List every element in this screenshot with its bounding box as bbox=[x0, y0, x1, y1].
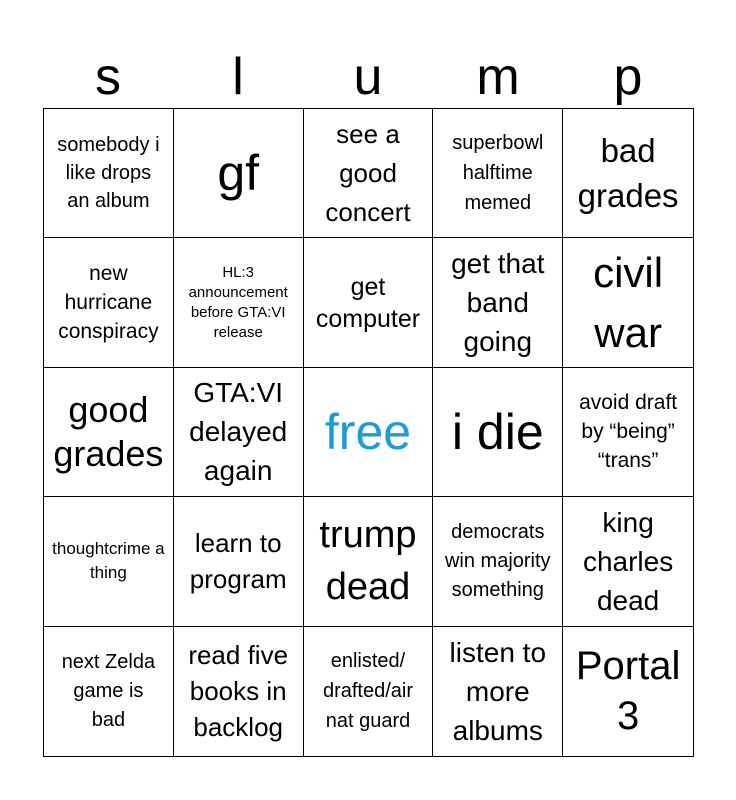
cell-text: Portal 3 bbox=[575, 644, 681, 739]
bingo-cell[interactable] bbox=[44, 238, 174, 367]
cell-text: enlisted/ drafted/air nat guard bbox=[322, 650, 414, 733]
bingo-cell[interactable] bbox=[44, 368, 174, 497]
bingo-cell[interactable] bbox=[174, 238, 304, 367]
cell-text: i die bbox=[451, 403, 544, 460]
header-letter-m: m bbox=[476, 48, 520, 106]
cell-text: thoughtcrime a thing bbox=[52, 539, 165, 583]
cell-text: avoid draft by “being” “trans” bbox=[579, 391, 678, 473]
bingo-cell[interactable] bbox=[563, 238, 693, 367]
bingo-cell[interactable] bbox=[304, 497, 434, 626]
header-letter-s: s bbox=[95, 48, 121, 106]
bingo-cell[interactable] bbox=[563, 109, 693, 238]
bingo-cell[interactable] bbox=[44, 109, 174, 238]
cell-text: see a good concert bbox=[325, 118, 411, 227]
cell-text: listen to more albums bbox=[449, 636, 547, 746]
bingo-cell[interactable] bbox=[304, 109, 434, 238]
bingo-cell[interactable] bbox=[304, 627, 434, 756]
bingo-cell[interactable] bbox=[304, 368, 434, 497]
bingo-cell[interactable] bbox=[174, 109, 304, 238]
bingo-cell[interactable] bbox=[433, 627, 563, 756]
bingo-cell[interactable] bbox=[433, 368, 563, 497]
cell-text: next Zelda game is bad bbox=[61, 650, 156, 731]
card-header bbox=[43, 46, 693, 108]
cell-text: king charles dead bbox=[582, 506, 674, 616]
bingo-cell[interactable] bbox=[433, 109, 563, 238]
bingo-cell[interactable] bbox=[174, 497, 304, 626]
cell-text: gf bbox=[217, 145, 260, 202]
cell-text: get that band going bbox=[451, 248, 545, 358]
cell-text: democrats win majority something bbox=[444, 520, 551, 601]
bingo-cell[interactable] bbox=[563, 627, 693, 756]
bingo-cell[interactable] bbox=[563, 368, 693, 497]
cell-text: somebody i like drops an album bbox=[57, 134, 160, 213]
cell-text: free bbox=[324, 403, 412, 460]
bingo-cell[interactable] bbox=[174, 368, 304, 497]
cell-text: GTA:VI delayed again bbox=[189, 377, 288, 487]
bingo-cell[interactable] bbox=[44, 497, 174, 626]
bingo-cell[interactable] bbox=[304, 238, 434, 367]
header-letter-u: u bbox=[353, 48, 383, 106]
cell-text: new hurricane conspiracy bbox=[58, 262, 159, 344]
bingo-grid bbox=[43, 108, 694, 757]
cell-text: get computer bbox=[315, 272, 421, 333]
header-letter-l: l bbox=[232, 48, 244, 106]
bingo-cell[interactable] bbox=[433, 497, 563, 626]
cell-text: bad grades bbox=[577, 132, 679, 215]
cell-text: trump dead bbox=[319, 514, 417, 609]
cell-text: good grades bbox=[53, 388, 164, 474]
cell-text: read five books in backlog bbox=[188, 640, 289, 743]
cell-text: learn to program bbox=[189, 528, 287, 595]
header-letter-p: p bbox=[613, 48, 643, 106]
cell-text: superbowl halftime memed bbox=[452, 132, 544, 215]
bingo-cell[interactable] bbox=[44, 627, 174, 756]
bingo-cell[interactable] bbox=[563, 497, 693, 626]
bingo-cell[interactable] bbox=[433, 238, 563, 367]
cell-text: civil war bbox=[593, 248, 664, 356]
bingo-cell[interactable] bbox=[174, 627, 304, 756]
cell-text: HL:3 announcement before GTA:VI release bbox=[188, 263, 288, 341]
